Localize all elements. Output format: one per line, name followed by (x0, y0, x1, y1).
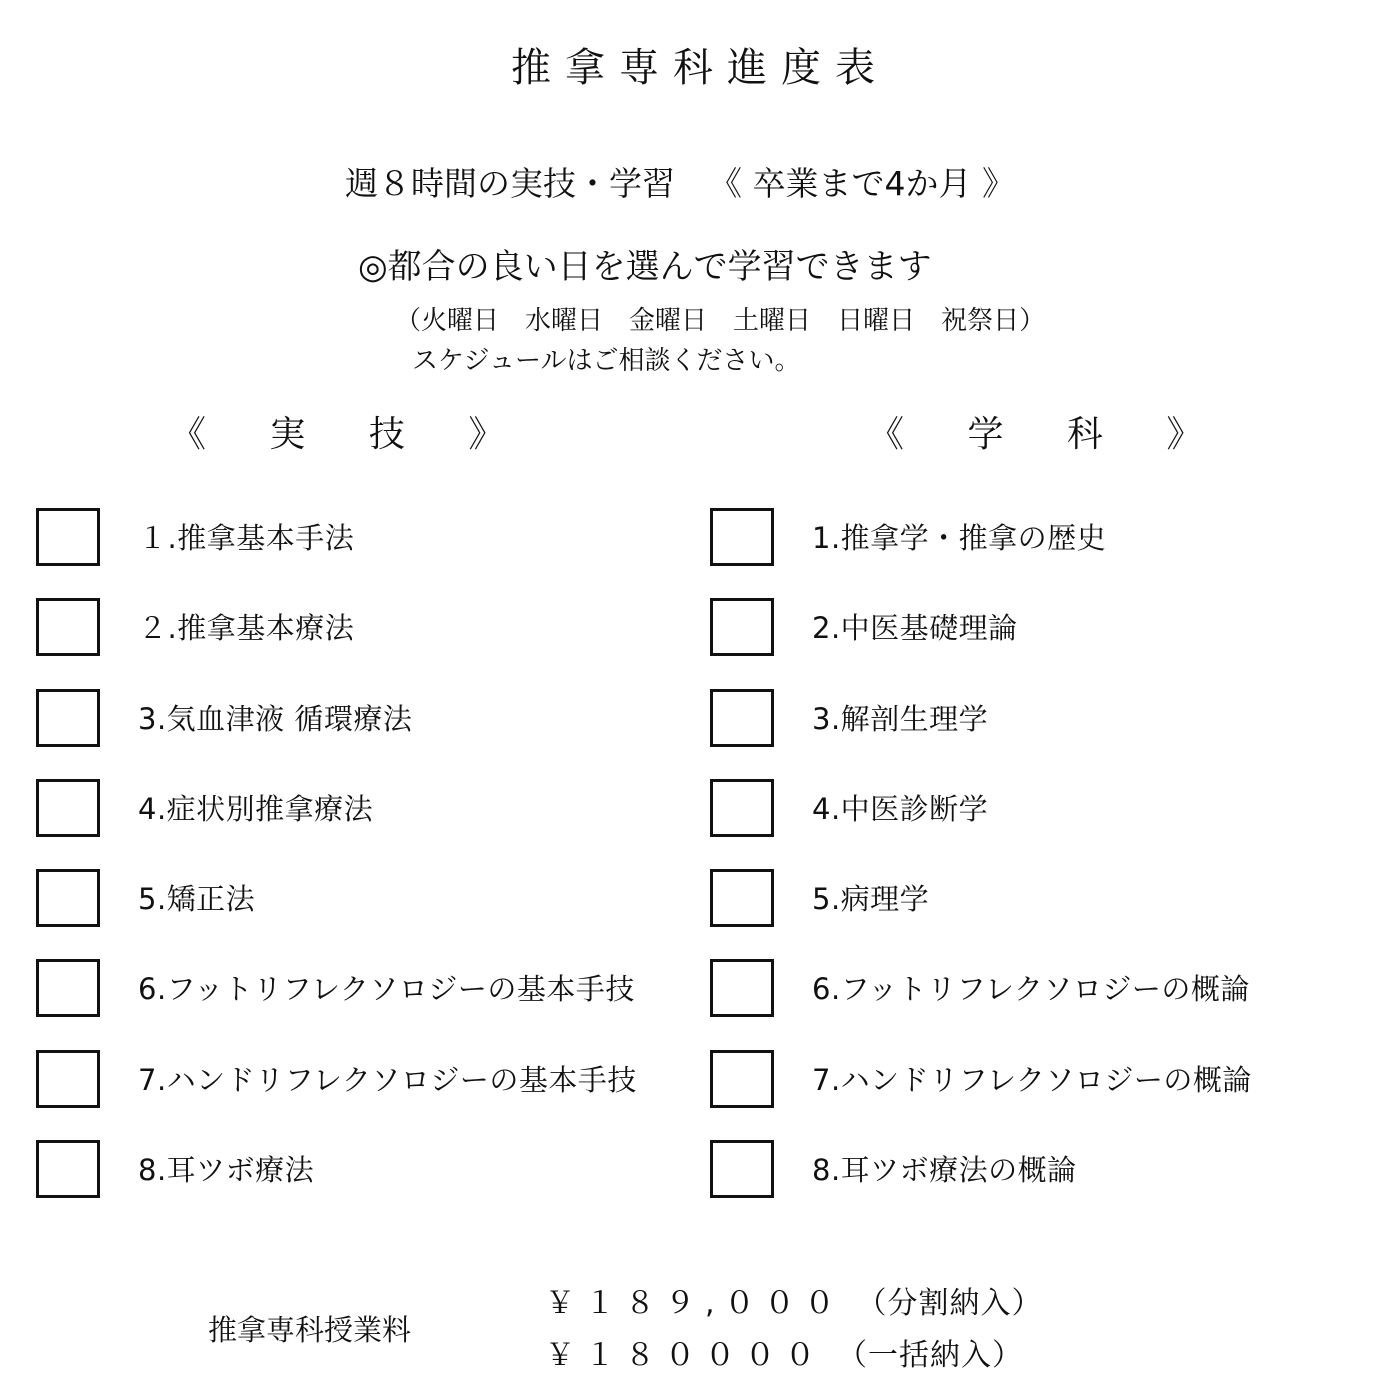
hours-text: 週８時間の実技・学習 (345, 164, 675, 203)
course-hours-line (345, 160, 1015, 208)
day-wednesday: 水曜日 (525, 306, 604, 336)
academic-checkbox[interactable] (710, 598, 774, 656)
practical-checkbox[interactable] (36, 1140, 100, 1198)
lump-amount: ￥１８００００ (545, 1338, 825, 1373)
academic-item (710, 598, 1252, 688)
graduation-text: 《 卒業まで4か月 》 (709, 164, 1015, 203)
practical-item (36, 1140, 637, 1230)
academic-item (710, 1050, 1252, 1140)
academic-item (710, 869, 1252, 959)
practical-item-label: 3.気血津液 循環療法 (138, 701, 413, 736)
academic-item-label: 4.中医診断学 (812, 791, 989, 826)
installment-note: （分割納入） (856, 1286, 1043, 1321)
academic-item (710, 689, 1252, 779)
academic-checkbox[interactable] (710, 1050, 774, 1108)
practical-item-label: １.推拿基本手法 (138, 521, 355, 555)
day-holidays: 祝祭日） (941, 306, 1046, 336)
practical-item-label: 6.フットリフレクソロジーの基本手技 (138, 972, 635, 1007)
practical-heading: 《 実 技 》 (170, 414, 531, 455)
day-tuesday: （火曜日 (395, 306, 500, 336)
academic-item-label: 6.フットリフレクソロジーの概論 (812, 972, 1250, 1007)
practical-item (36, 869, 637, 959)
academic-checkbox[interactable] (710, 1140, 774, 1198)
available-days (395, 302, 1045, 340)
tuition-installment (545, 1282, 1043, 1326)
day-sunday: 日曜日 (837, 306, 916, 336)
practical-checkbox[interactable] (36, 869, 100, 927)
practical-checkbox[interactable] (36, 598, 100, 656)
day-friday: 金曜日 (629, 306, 708, 336)
practical-checkbox[interactable] (36, 689, 100, 747)
academic-list (710, 508, 1252, 1230)
practical-checkbox[interactable] (36, 959, 100, 1017)
academic-item (710, 1140, 1252, 1230)
academic-item-label: 3.解剖生理学 (812, 701, 989, 736)
academic-checkbox[interactable] (710, 959, 774, 1017)
academic-item (710, 959, 1252, 1049)
practical-item (36, 508, 637, 598)
installment-amount: ￥１８９,０００ (545, 1286, 845, 1321)
page-title: 推拿専科進度表 (511, 45, 889, 91)
flexible-schedule-text: ◎都合の良い日を選んで学習できます (358, 247, 932, 287)
practical-item-label: 5.矯正法 (138, 882, 256, 917)
academic-checkbox[interactable] (710, 869, 774, 927)
academic-item-label: 7.ハンドリフレクソロジーの概論 (812, 1062, 1252, 1097)
academic-item-label: 8.耳ツボ療法の概論 (812, 1153, 1077, 1188)
practical-list (36, 508, 637, 1230)
practical-item-label: ２.推拿基本療法 (138, 611, 355, 646)
academic-item-label: 5.病理学 (812, 882, 930, 917)
academic-item-label: 1.推拿学・推拿の歴史 (812, 521, 1107, 555)
practical-checkbox[interactable] (36, 508, 100, 566)
day-saturday: 土曜日 (733, 306, 812, 336)
academic-item (710, 779, 1252, 869)
practical-item (36, 598, 637, 688)
practical-item-label: 7.ハンドリフレクソロジーの基本手技 (138, 1062, 637, 1097)
tuition-lump-sum (545, 1334, 1023, 1378)
practical-item (36, 1050, 637, 1140)
consult-note: スケジュールはご相談ください。 (412, 346, 801, 376)
practical-item-label: 8.耳ツボ療法 (138, 1153, 315, 1188)
practical-checkbox[interactable] (36, 779, 100, 837)
academic-checkbox[interactable] (710, 689, 774, 747)
practical-item (36, 779, 637, 869)
lump-note: （一括納入） (837, 1338, 1023, 1373)
tuition-label: 推拿専科授業料 (208, 1313, 412, 1347)
academic-item-label: 2.中医基礎理論 (812, 611, 1018, 646)
academic-checkbox[interactable] (710, 779, 774, 837)
academic-item (710, 508, 1252, 598)
practical-item (36, 689, 637, 779)
academic-heading: 《 学 科 》 (868, 414, 1229, 455)
practical-item (36, 959, 637, 1049)
practical-item-label: 4.症状別推拿療法 (138, 791, 374, 826)
practical-checkbox[interactable] (36, 1050, 100, 1108)
academic-checkbox[interactable] (710, 508, 774, 566)
